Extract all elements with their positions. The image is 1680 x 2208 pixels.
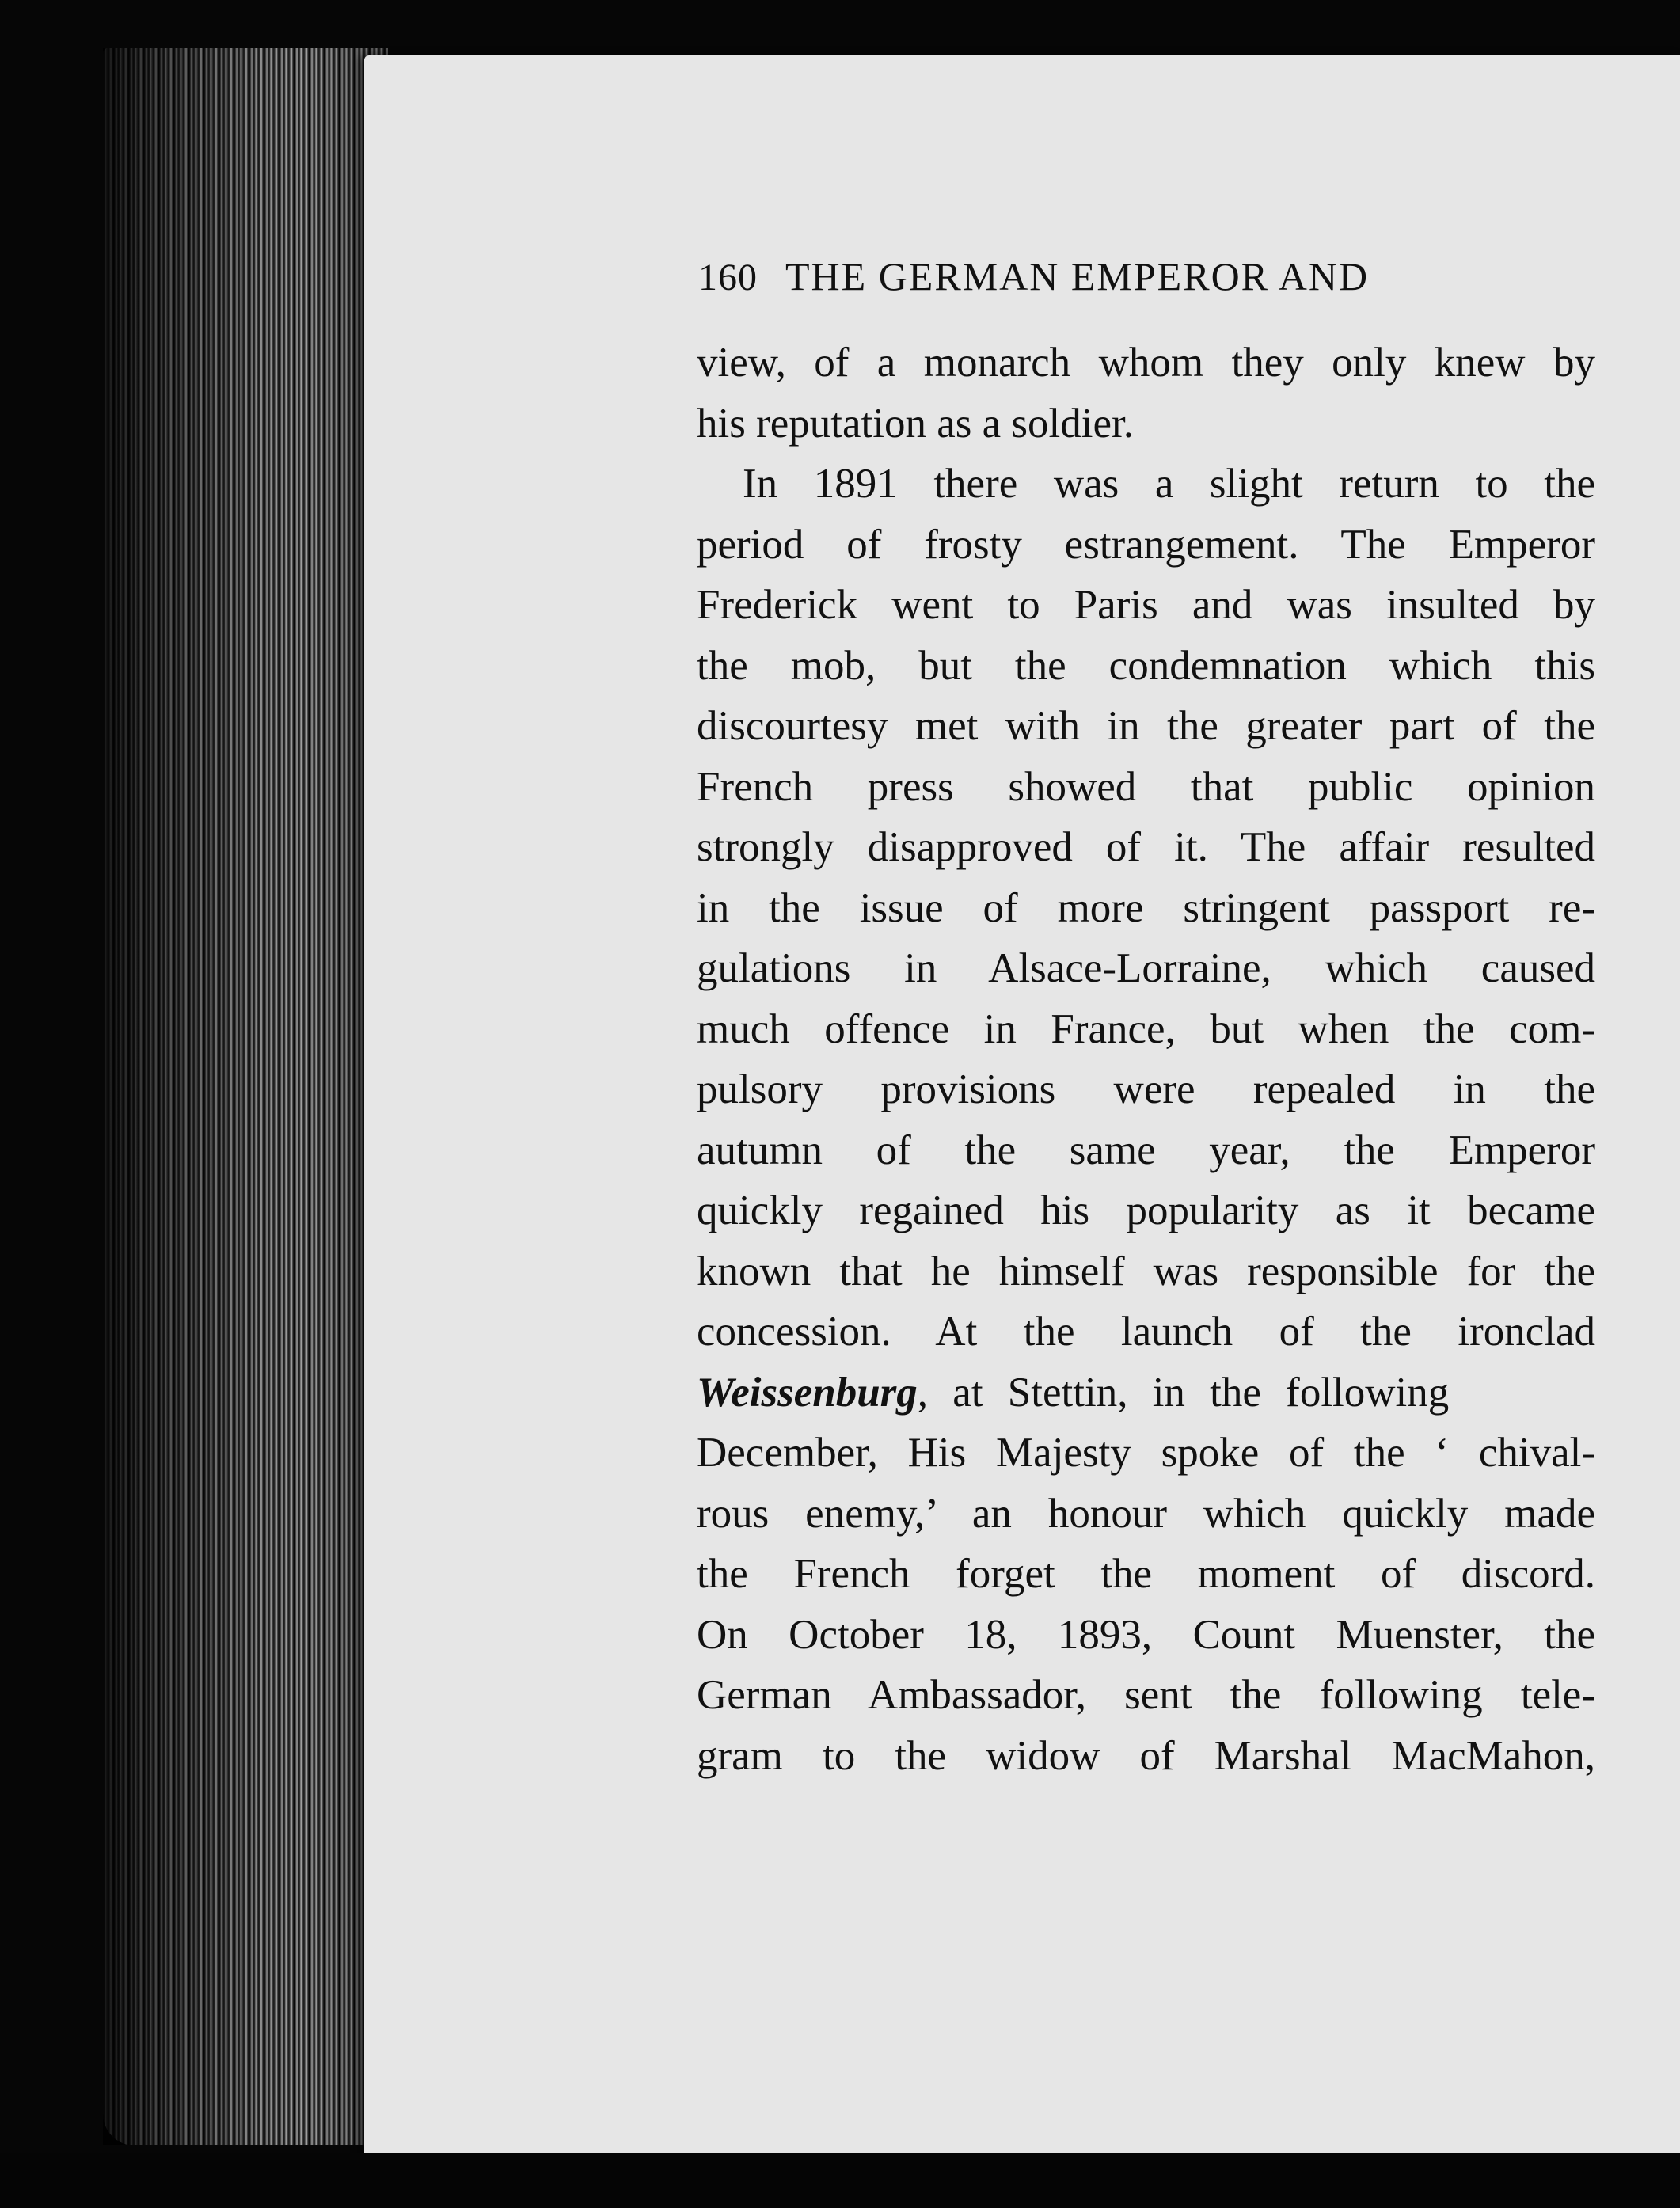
text-line: the French forget the moment of discord. — [697, 1551, 1595, 1597]
text-line: rous enemy,’ an honour which quickly made — [697, 1490, 1595, 1537]
text-line: in the issue of more stringent passport re- — [697, 884, 1595, 931]
book-page-edges — [103, 48, 388, 2145]
text-line: gram to the widow of Marshal MacMahon, — [697, 1732, 1595, 1779]
page-number: 160 — [698, 257, 758, 298]
bottom-shadow — [0, 2153, 1680, 2208]
text-line: concession. At the launch of the ironclad — [697, 1309, 1595, 1355]
text-line-ship-name — [697, 1362, 1595, 1423]
text-line: German Ambassador, sent the following tele- — [697, 1672, 1595, 1718]
text-line: known that he himself was responsible for the — [697, 1248, 1595, 1294]
text-line: his reputation as a soldier. — [697, 400, 1134, 447]
text-line: In 1891 there was a slight return to the — [743, 461, 1595, 507]
text-line: gulations in Alsace-Lorraine, which caused — [697, 945, 1595, 991]
text-line: strongly disapproved of it. The affair resulted — [697, 824, 1595, 870]
running-head-title: THE GERMAN EMPEROR AND — [785, 254, 1370, 298]
page-text — [697, 253, 1595, 1786]
text-line: discourtesy met with in the greater part of the — [697, 703, 1595, 749]
text-line: December, His Majesty spoke of the ‘ chival- — [697, 1430, 1595, 1476]
text-line: Frederick went to Paris and was insulted by — [697, 582, 1595, 628]
text-line: much offence in France, but when the com- — [697, 1005, 1595, 1052]
text-line: pulsory provisions were repealed in the — [697, 1066, 1595, 1112]
text-line: period of frosty estrangement. The Emperor — [697, 521, 1595, 568]
text-line: quickly regained his popularity as it became — [697, 1188, 1595, 1233]
text-line: the mob, but the condemnation which this — [697, 642, 1595, 689]
ship-name-italic: Weissenburg — [697, 1369, 918, 1416]
text-line: autumn of the same year, the Emperor — [697, 1127, 1595, 1173]
text-line: On October 18, 1893, Count Muenster, the — [697, 1611, 1595, 1658]
text-line: view, of a monarch whom they only knew by — [697, 340, 1595, 386]
text-line-continuation: , at Stettin, in the following — [917, 1369, 1450, 1416]
running-head — [698, 253, 1595, 333]
text-line: French press showed that public opinion — [697, 763, 1595, 810]
